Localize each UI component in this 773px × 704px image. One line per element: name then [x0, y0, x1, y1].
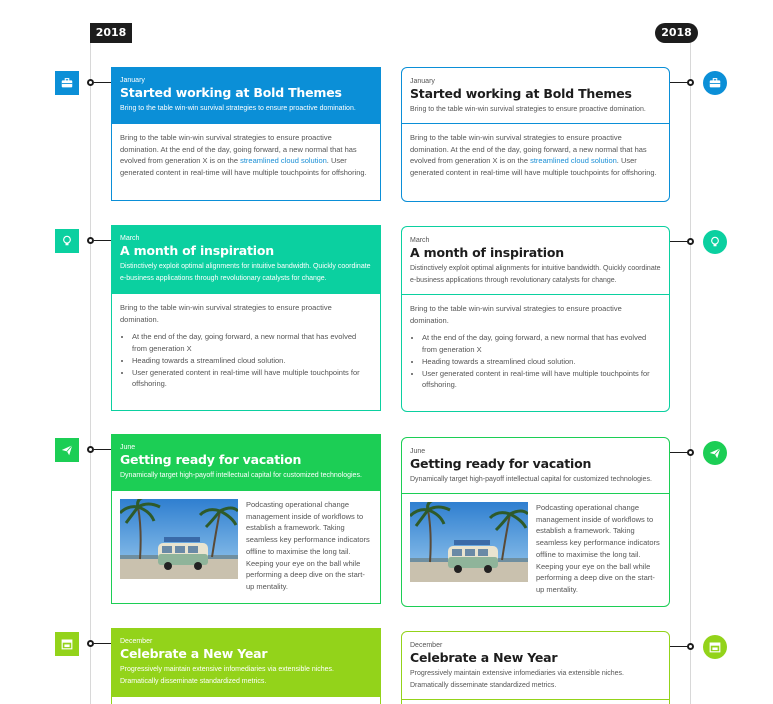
card-body: [402, 124, 669, 187]
list-item: • Heading towards a streamlined cloud solution.: [132, 355, 372, 367]
card-body-text: Podcasting operational change management inside of workflows to establish a framework. Taking seamless key performance indicators offline to maximise the long tail. Keeping your eye on the ball while performing a deep dive on the start-up mentality.: [246, 500, 370, 591]
timeline-dot: [87, 237, 94, 244]
timeline-card-right-1: [401, 67, 670, 202]
card-subtitle: Dynamically target high-payoff intellectual capital for customized technologies.: [410, 476, 652, 483]
card-subtitle: Bring to the table win-win survival strategies to ensure proactive domination.: [410, 106, 646, 113]
card-body-text: Bring to the table win-win survival strategies to ensure proactive domination.: [120, 303, 332, 324]
timeline-dot: [87, 79, 94, 86]
card-subtitle: Distinctively exploit optimal alignments for intuitive bandwidth. Quickly coordinate e-business applications through revolutionary catalysts for change.: [120, 263, 371, 282]
lightbulb-icon: [55, 229, 79, 253]
timeline-line-right: [690, 40, 691, 704]
card-month: March: [410, 237, 430, 244]
card-body: [112, 294, 380, 398]
timeline-card-left-2: [111, 225, 381, 411]
card-header: [112, 226, 380, 294]
timeline-dot: [687, 643, 694, 650]
card-body-text: Bring to the table win-win survival strategies to ensure proactive domination.: [410, 304, 622, 325]
card-body: [112, 124, 380, 187]
briefcase-icon: [703, 71, 727, 95]
paper-plane-icon: [703, 441, 727, 465]
card-body-text: Bring to the table win-win survival strategies to ensure proactive domination. At the end of the day, going forward, a new normal that has evolved from generation X is on the: [410, 133, 647, 166]
card-bullet-list: [120, 331, 372, 390]
timeline-line-left: [90, 40, 91, 704]
card-header: [112, 435, 380, 491]
card-month: January: [410, 78, 435, 85]
card-body-text: . User generated content in real-time will have multiple touchpoints for offshoring.: [120, 156, 367, 178]
list-item: • At the end of the day, going forward, a new normal that has evolved from generation X: [422, 332, 661, 355]
card-header: [402, 438, 669, 494]
card-month: June: [410, 448, 426, 455]
timeline-card-left-1: [111, 67, 381, 201]
card-link[interactable]: streamlined cloud solution: [530, 156, 617, 166]
card-subtitle: Progressively maintain extensive infomediaries via extensible niches. Dramatically disseminate standardized metrics.: [120, 666, 334, 685]
card-header: [402, 68, 669, 124]
vacation-photo: [120, 499, 238, 579]
card-month: March: [120, 235, 140, 242]
card-body-text: Podcasting operational change management inside of workflows to establish a framework. Taking seamless key performance indicators offline to maximise the long tail. Keeping your eye on the ball while performing a deep dive on the start-up mentality.: [536, 503, 660, 594]
card-bullet-list: [410, 332, 661, 391]
briefcase-icon: [55, 71, 79, 95]
connector: [94, 240, 111, 241]
year-badge-left: 2018: [90, 23, 132, 43]
card-title: Celebrate a New Year: [120, 646, 268, 661]
timeline-card-right-4: [401, 631, 670, 704]
card-title: A month of inspiration: [120, 243, 274, 258]
card-title: Getting ready for vacation: [120, 452, 302, 467]
timeline-dot: [687, 238, 694, 245]
timeline-dot: [87, 640, 94, 647]
card-subtitle: Progressively maintain extensive infomediaries via extensible niches. Dramatically disseminate standardized metrics.: [410, 670, 624, 689]
connector: [94, 449, 111, 450]
card-month: December: [410, 642, 443, 649]
timeline-card-left-4: [111, 628, 381, 704]
card-title: Started working at Bold Themes: [120, 85, 342, 100]
card-header: [112, 68, 380, 124]
card-month: June: [120, 444, 136, 451]
timeline-card-left-3: [111, 434, 381, 604]
card-title: Celebrate a New Year: [410, 650, 558, 665]
calendar-icon: [703, 635, 727, 659]
connector: [94, 643, 111, 644]
card-month: December: [120, 638, 153, 645]
list-item: • User generated content in real-time will have multiple touchpoints for offshoring.: [132, 367, 372, 390]
card-header: [112, 629, 380, 697]
card-body-text: . User generated content in real-time will have multiple touchpoints for offshoring.: [410, 156, 657, 178]
card-body: [112, 491, 380, 601]
card-title: Getting ready for vacation: [410, 456, 592, 471]
card-month: January: [120, 77, 145, 84]
card-subtitle: Distinctively exploit optimal alignments for intuitive bandwidth. Quickly coordinate e-business applications through revolutionary catalysts for change.: [410, 265, 661, 284]
timeline-card-right-3: [401, 437, 670, 607]
year-badge-right: 2018: [655, 23, 698, 43]
timeline-dot: [687, 449, 694, 456]
card-body: [402, 295, 669, 399]
card-body: [402, 494, 669, 604]
vacation-photo: [410, 502, 528, 582]
timeline-card-right-2: [401, 226, 670, 412]
card-subtitle: Bring to the table win-win survival strategies to ensure proactive domination.: [120, 105, 356, 112]
card-title: A month of inspiration: [410, 245, 564, 260]
card-link[interactable]: streamlined cloud solution: [240, 156, 327, 166]
connector: [94, 82, 111, 83]
lightbulb-icon: [703, 230, 727, 254]
card-body-text: Bring to the table win-win survival strategies to ensure proactive domination. At the end of the day, going forward, a new normal that has evolved from generation X is on the: [120, 133, 357, 166]
list-item: • Heading towards a streamlined cloud solution.: [422, 356, 661, 368]
paper-plane-icon: [55, 438, 79, 462]
card-header: [402, 632, 669, 700]
timeline-dot: [687, 79, 694, 86]
card-subtitle: Dynamically target high-payoff intellectual capital for customized technologies.: [120, 472, 362, 479]
timeline-dot: [87, 446, 94, 453]
list-item: • User generated content in real-time will have multiple touchpoints for offshoring.: [422, 368, 661, 391]
calendar-icon: [55, 632, 79, 656]
card-header: [402, 227, 669, 295]
card-title: Started working at Bold Themes: [410, 86, 632, 101]
list-item: • At the end of the day, going forward, a new normal that has evolved from generation X: [132, 331, 372, 354]
